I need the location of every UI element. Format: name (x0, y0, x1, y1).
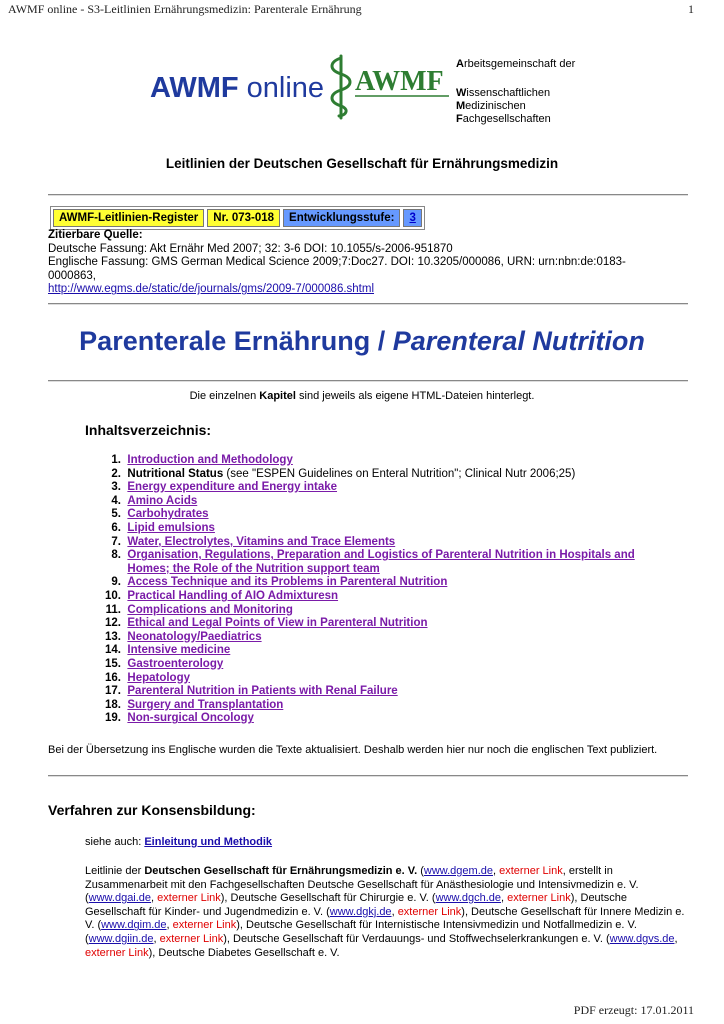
toc-link[interactable]: Neonatology/Paediatrics (127, 630, 262, 643)
divider (48, 194, 688, 196)
toc-item: 17. Parenteral Nutrition in Patients with Renal Failure (105, 685, 398, 698)
stage-label: Entwicklungsstufe: (283, 209, 400, 227)
divider (48, 775, 688, 777)
toc-item: 2. Nutritional Status (see "ESPEN Guidelines on Enteral Nutrition"; Clinical Nutr 2006;25) (111, 467, 576, 480)
divider (48, 303, 688, 305)
see-also: siehe auch: Einleitung und Methodik (85, 836, 273, 848)
citation-german: Deutsche Fassung: Akt Ernähr Med 2007; 32: 3-6 DOI: 10.1055/s-2006-951870 (48, 242, 453, 255)
brand-light: online (246, 72, 325, 104)
consensus-paragraph: Leitlinie der Deutschen Gesellschaft für Ernährungsmedizin e. V. (www.dgem.de, externer Link, erstellt in Zusammenarbeit mit den Fachgesellschaften Deutsche Gesellschaft für Anästhesiologie und Intensivmedizin e. V. (www.dgai.de, externer Link), Deutsche Gesellschaft für Chirurgie e. V. (www.dgch.de, externer Link), Deutsche Gesellschaft für Kinder- und Jugendmedizin e. V. (www.dgkj.de, externer Link), Deutsche Gesellschaft für Innere Medizin e. V. (www.dgim.de, externer Link), Deutsche Gesellschaft für Internistische Intensivmedizin und Notfallmedizin e. V. (www.dgiin.de, externer Link), Deutsche Gesellschaft für Verdauungs- und Stoffwechselerkrankungen e. V. (www.dgvs.de, externer Link), Deutsche Diabetes Gesellschaft e. V. (85, 865, 685, 959)
citation-english: Englische Fassung: GMS German Medical Science 2009;7:Doc27. DOI: 10.3205/000086, URN: urn:nbn:de:0183- (48, 256, 626, 269)
subtitle: Leitlinien der Deutschen Gesellschaft für Ernährungsmedizin (165, 156, 559, 171)
toc-link[interactable]: Amino Acids (127, 494, 198, 507)
register-number: Nr. 073-018 (207, 209, 280, 227)
toc-link[interactable]: Surgery and Transplantation (127, 698, 284, 711)
citation (48, 229, 678, 297)
toc-item: 11. Complications and Monitoring (105, 603, 293, 616)
toc-link[interactable]: Ethical and Legal Points of View in Parenteral Nutrition (127, 617, 428, 630)
see-also-link[interactable]: Einleitung und Methodik (144, 836, 273, 848)
toc-item: 15. Gastroenterology (105, 657, 224, 670)
page-header: AWMF online - S3-Leitlinien Ernährungsmedizin: Parenterale Ernährung (8, 2, 362, 16)
intro-text: Die einzelnen Kapitel sind jeweils als eigene HTML-Dateien hinterlegt. (189, 390, 535, 402)
citation-heading: Zitierbare Quelle: (48, 229, 143, 241)
toc-item: 12. Ethical and Legal Points of View in Parenteral Nutrition (105, 617, 428, 630)
dgkj-link[interactable]: www.dgkj.de (329, 905, 392, 918)
toc-item: 5. Carbohydrates (111, 508, 209, 521)
page-number: 1 (688, 2, 694, 16)
consensus-heading: Verfahren zur Konsensbildung: (48, 802, 256, 818)
toc-item: 9. Access Technique and its Problems in Parenteral Nutrition (111, 576, 448, 589)
pdf-footer: PDF erzeugt: 17.01.2011 (573, 1003, 694, 1017)
awmf-logo (325, 52, 453, 122)
toc-item: 1. Introduction and Methodology (111, 454, 293, 466)
toc-link[interactable]: Introduction and Methodology (127, 454, 293, 466)
awmf-online-title (150, 72, 324, 105)
citation-url-link[interactable]: http://www.egms.de/static/de/journals/gms/2009-7/000086.shtml (48, 283, 375, 296)
toc-item: 19. Non-surgical Oncology (105, 712, 254, 725)
stage-link[interactable]: 3 (409, 212, 416, 224)
toc-item: 8. Organisation, Regulations, Preparation and Logistics of Parenteral Nutrition in Hospitals and Homes; the Role of the Nutrition support team (111, 549, 635, 575)
toc-link[interactable]: Complications and Monitoring (127, 603, 293, 616)
toc-link[interactable]: Gastroenterology (127, 657, 224, 670)
toc-item: 14. Intensive medicine (105, 644, 231, 657)
toc-link-cont[interactable]: Homes; the Role of the Nutrition support team (127, 562, 380, 575)
toc-item: 13. Neonatology/Paediatrics (105, 630, 262, 643)
dgvs-link[interactable]: www.dgvs.de (609, 932, 675, 945)
dgiin-link[interactable]: www.dgiin.de (88, 932, 154, 945)
org-name (456, 56, 575, 127)
logo-text: AWMF (355, 66, 444, 97)
dgim-link[interactable]: www.dgim.de (101, 919, 167, 932)
toc-link[interactable]: Lipid emulsions (127, 521, 215, 534)
org-line: Wissenschaftlichen (456, 87, 551, 99)
toc-link[interactable]: Carbohydrates (127, 508, 209, 521)
citation-english-cont: 0000863, (48, 269, 96, 282)
toc-item: 10. Practical Handling of AIO Admixturesn (105, 589, 339, 602)
divider (48, 380, 688, 382)
org-line: Arbeitsgemeinschaft der (456, 58, 576, 70)
stage-value (403, 209, 421, 227)
org-line: Fachgesellschaften (456, 113, 551, 125)
toc-link[interactable]: Hepatology (127, 671, 191, 684)
toc-link[interactable]: Practical Handling of AIO Admixturesn (127, 589, 339, 602)
page-title: Parenterale Ernährung / Parenteral Nutrition (79, 326, 645, 356)
toc-item: 3. Energy expenditure and Energy intake (111, 481, 338, 494)
brand-bold: AWMF (150, 72, 239, 104)
toc-link[interactable]: Water, Electrolytes, Vitamins and Trace Elements (127, 535, 396, 548)
toc-item: 6. Lipid emulsions (111, 521, 215, 534)
toc-item: 4. Amino Acids (111, 494, 198, 507)
translation-note: Bei der Übersetzung ins Englische wurden die Texte aktualisiert. Deshalb werden hier nur noch die englischen Text publiziert. (48, 744, 658, 756)
register-table (50, 206, 425, 230)
toc-link[interactable]: Organisation, Regulations, Preparation and Logistics of Parenteral Nutrition in Hospitals and (127, 549, 635, 562)
dgai-link[interactable]: www.dgai.de (88, 892, 152, 905)
caduceus-icon (332, 56, 350, 118)
register-label: AWMF-Leitlinien-Register (53, 209, 204, 227)
toc-link[interactable]: Intensive medicine (127, 644, 231, 657)
org-line: Medizinischen (456, 100, 526, 112)
toc-link[interactable]: Energy expenditure and Energy intake (127, 481, 338, 494)
toc-item: 7. Water, Electrolytes, Vitamins and Trace Elements (111, 535, 396, 548)
toc-link[interactable]: Access Technique and its Problems in Parenteral Nutrition (127, 576, 448, 589)
toc-item: 18. Surgery and Transplantation (105, 698, 284, 711)
dgch-link[interactable]: www.dgch.de (435, 892, 501, 905)
toc-link[interactable]: Non-surgical Oncology (127, 712, 254, 725)
toc-link[interactable]: Parenteral Nutrition in Patients with Renal Failure (127, 685, 398, 698)
toc-heading: Inhaltsverzeichnis: (85, 422, 212, 438)
dgem-link[interactable]: www.dgem.de (423, 865, 493, 877)
table-of-contents (88, 454, 678, 726)
toc-item: 16. Hepatology (105, 671, 191, 684)
